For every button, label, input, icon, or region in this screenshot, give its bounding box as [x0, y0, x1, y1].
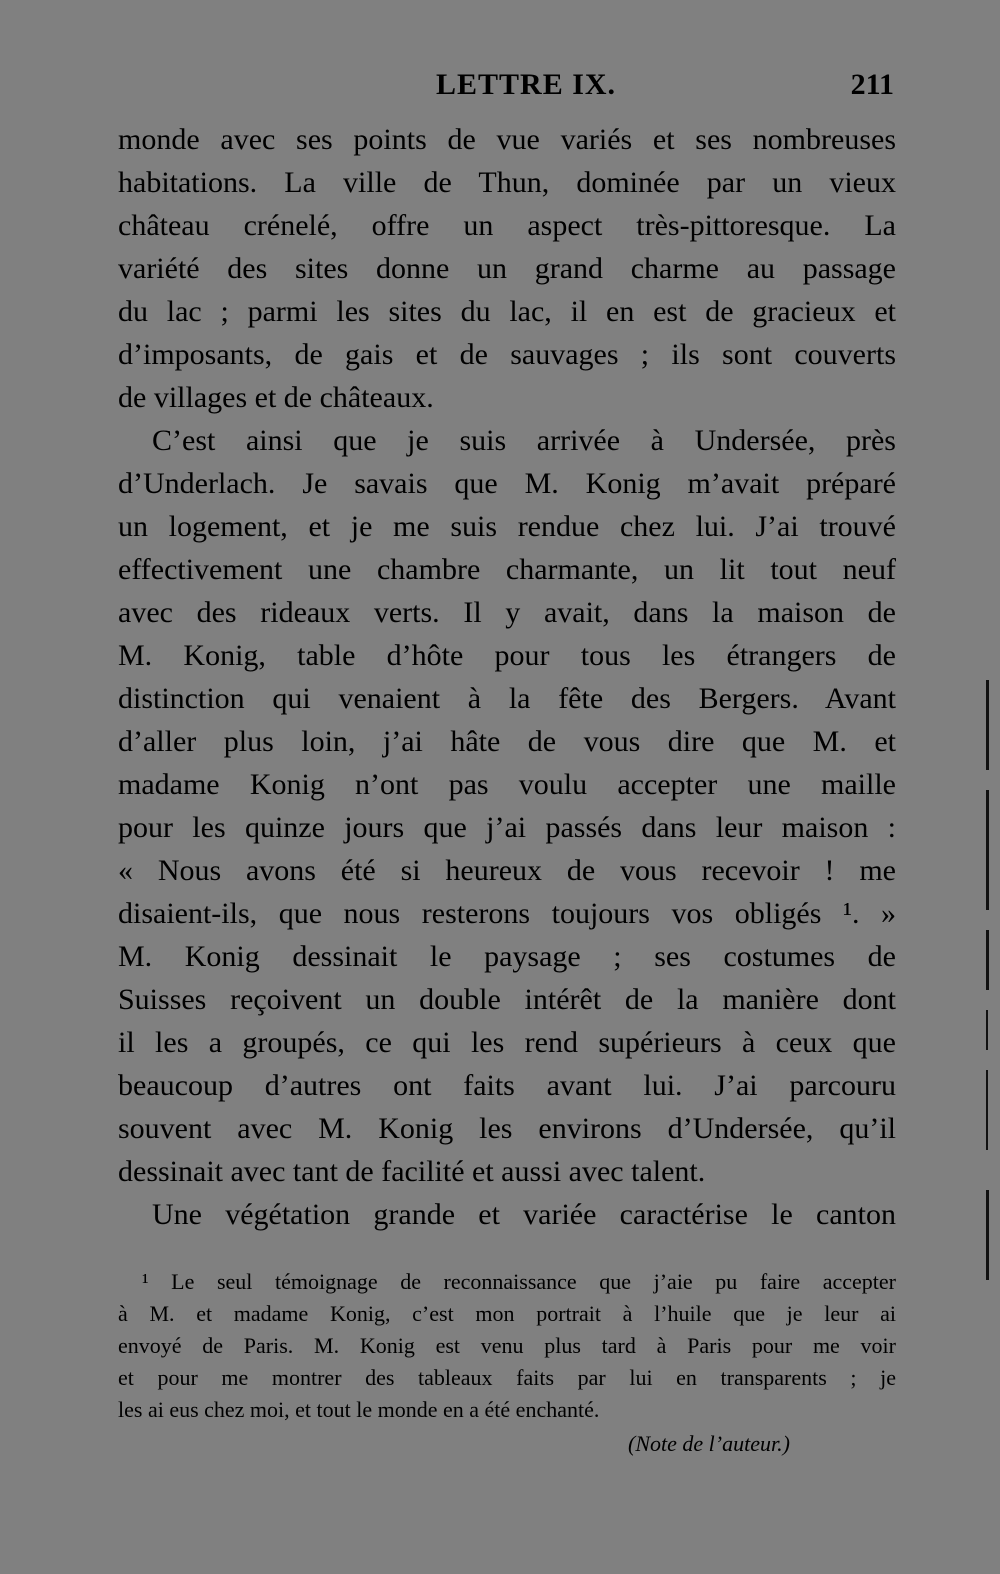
page-header — [118, 68, 898, 108]
running-head: LETTRE IX. — [436, 68, 617, 101]
footnote-attribution: (Note de l’auteur.) — [628, 1431, 790, 1456]
body-text — [118, 118, 896, 1236]
footnote-line: ¹ Le seul témoignage de reconnaissance que j’aie pu faire accepter — [142, 1269, 896, 1294]
text-line: beaucoup d’autres ont faits avant lui. J’ai parcouru — [118, 1069, 896, 1102]
text-line: disaient-ils, que nous resterons toujours vos obligés ¹. » — [118, 897, 896, 930]
text-line: d’imposants, de gais et de sauvages ; ils sont couverts — [118, 338, 896, 371]
text-line: C’est ainsi que je suis arrivée à Undersée, près — [152, 424, 896, 457]
text-line: pour les quinze jours que j’ai passés dans leur maison : — [118, 811, 896, 844]
footnote-line: et pour me montrer des tableaux faits par lui en transparents ; je — [118, 1365, 896, 1390]
text-line: distinction qui venaient à la fête des Bergers. Avant — [118, 682, 896, 715]
scan-edge-mark — [986, 1070, 988, 1150]
footnote-line: les ai eus chez moi, et tout le monde en a été enchanté. — [118, 1397, 600, 1422]
text-line: Suisses reçoivent un double intérêt de la manière dont — [118, 983, 896, 1016]
text-line: dessinait avec tant de facilité et aussi avec talent. — [118, 1155, 706, 1188]
text-line: « Nous avons été si heureux de vous recevoir ! me — [118, 854, 896, 887]
scan-edge-mark — [986, 680, 989, 770]
footnote-line: à M. et madame Konig, c’est mon portrait à l’huile que je leur ai — [118, 1301, 896, 1326]
text-line: M. Konig, table d’hôte pour tous les étrangers de — [118, 639, 896, 672]
text-line: d’Underlach. Je savais que M. Konig m’avait préparé — [118, 467, 896, 500]
scan-edge-mark — [986, 790, 989, 910]
text-line: effectivement une chambre charmante, un lit tout neuf — [118, 553, 896, 586]
text-line: d’aller plus loin, j’ai hâte de vous dire que M. et — [118, 725, 896, 758]
page-number: 211 — [850, 68, 894, 101]
text-line: château crénelé, offre un aspect très-pittoresque. La — [118, 209, 896, 242]
text-line: il les a groupés, ce qui les rend supérieurs à ceux que — [118, 1026, 896, 1059]
text-line: avec des rideaux verts. Il y avait, dans la maison de — [118, 596, 896, 629]
footnote — [118, 1266, 896, 1462]
scan-edge-mark — [986, 1010, 988, 1050]
footnote-line: envoyé de Paris. M. Konig est venu plus tard à Paris pour me voir — [118, 1333, 896, 1358]
text-line: de villages et de châteaux. — [118, 381, 434, 414]
text-line: du lac ; parmi les sites du lac, il en est de gracieux et — [118, 295, 896, 328]
text-line: habitations. La ville de Thun, dominée par un vieux — [118, 166, 896, 199]
text-line: Une végétation grande et variée caractérise le canton — [152, 1198, 896, 1231]
scan-edge-mark — [986, 930, 989, 990]
text-line: madame Konig n’ont pas voulu accepter une maille — [118, 768, 896, 801]
text-line: un logement, et je me suis rendue chez lui. J’ai trouvé — [118, 510, 896, 543]
scan-edge-mark — [986, 1190, 989, 1280]
text-line: monde avec ses points de vue variés et ses nombreuses — [118, 123, 896, 156]
text-line: variété des sites donne un grand charme au passage — [118, 252, 896, 285]
text-line: souvent avec M. Konig les environs d’Undersée, qu’il — [118, 1112, 896, 1145]
text-line: M. Konig dessinait le paysage ; ses costumes de — [118, 940, 896, 973]
